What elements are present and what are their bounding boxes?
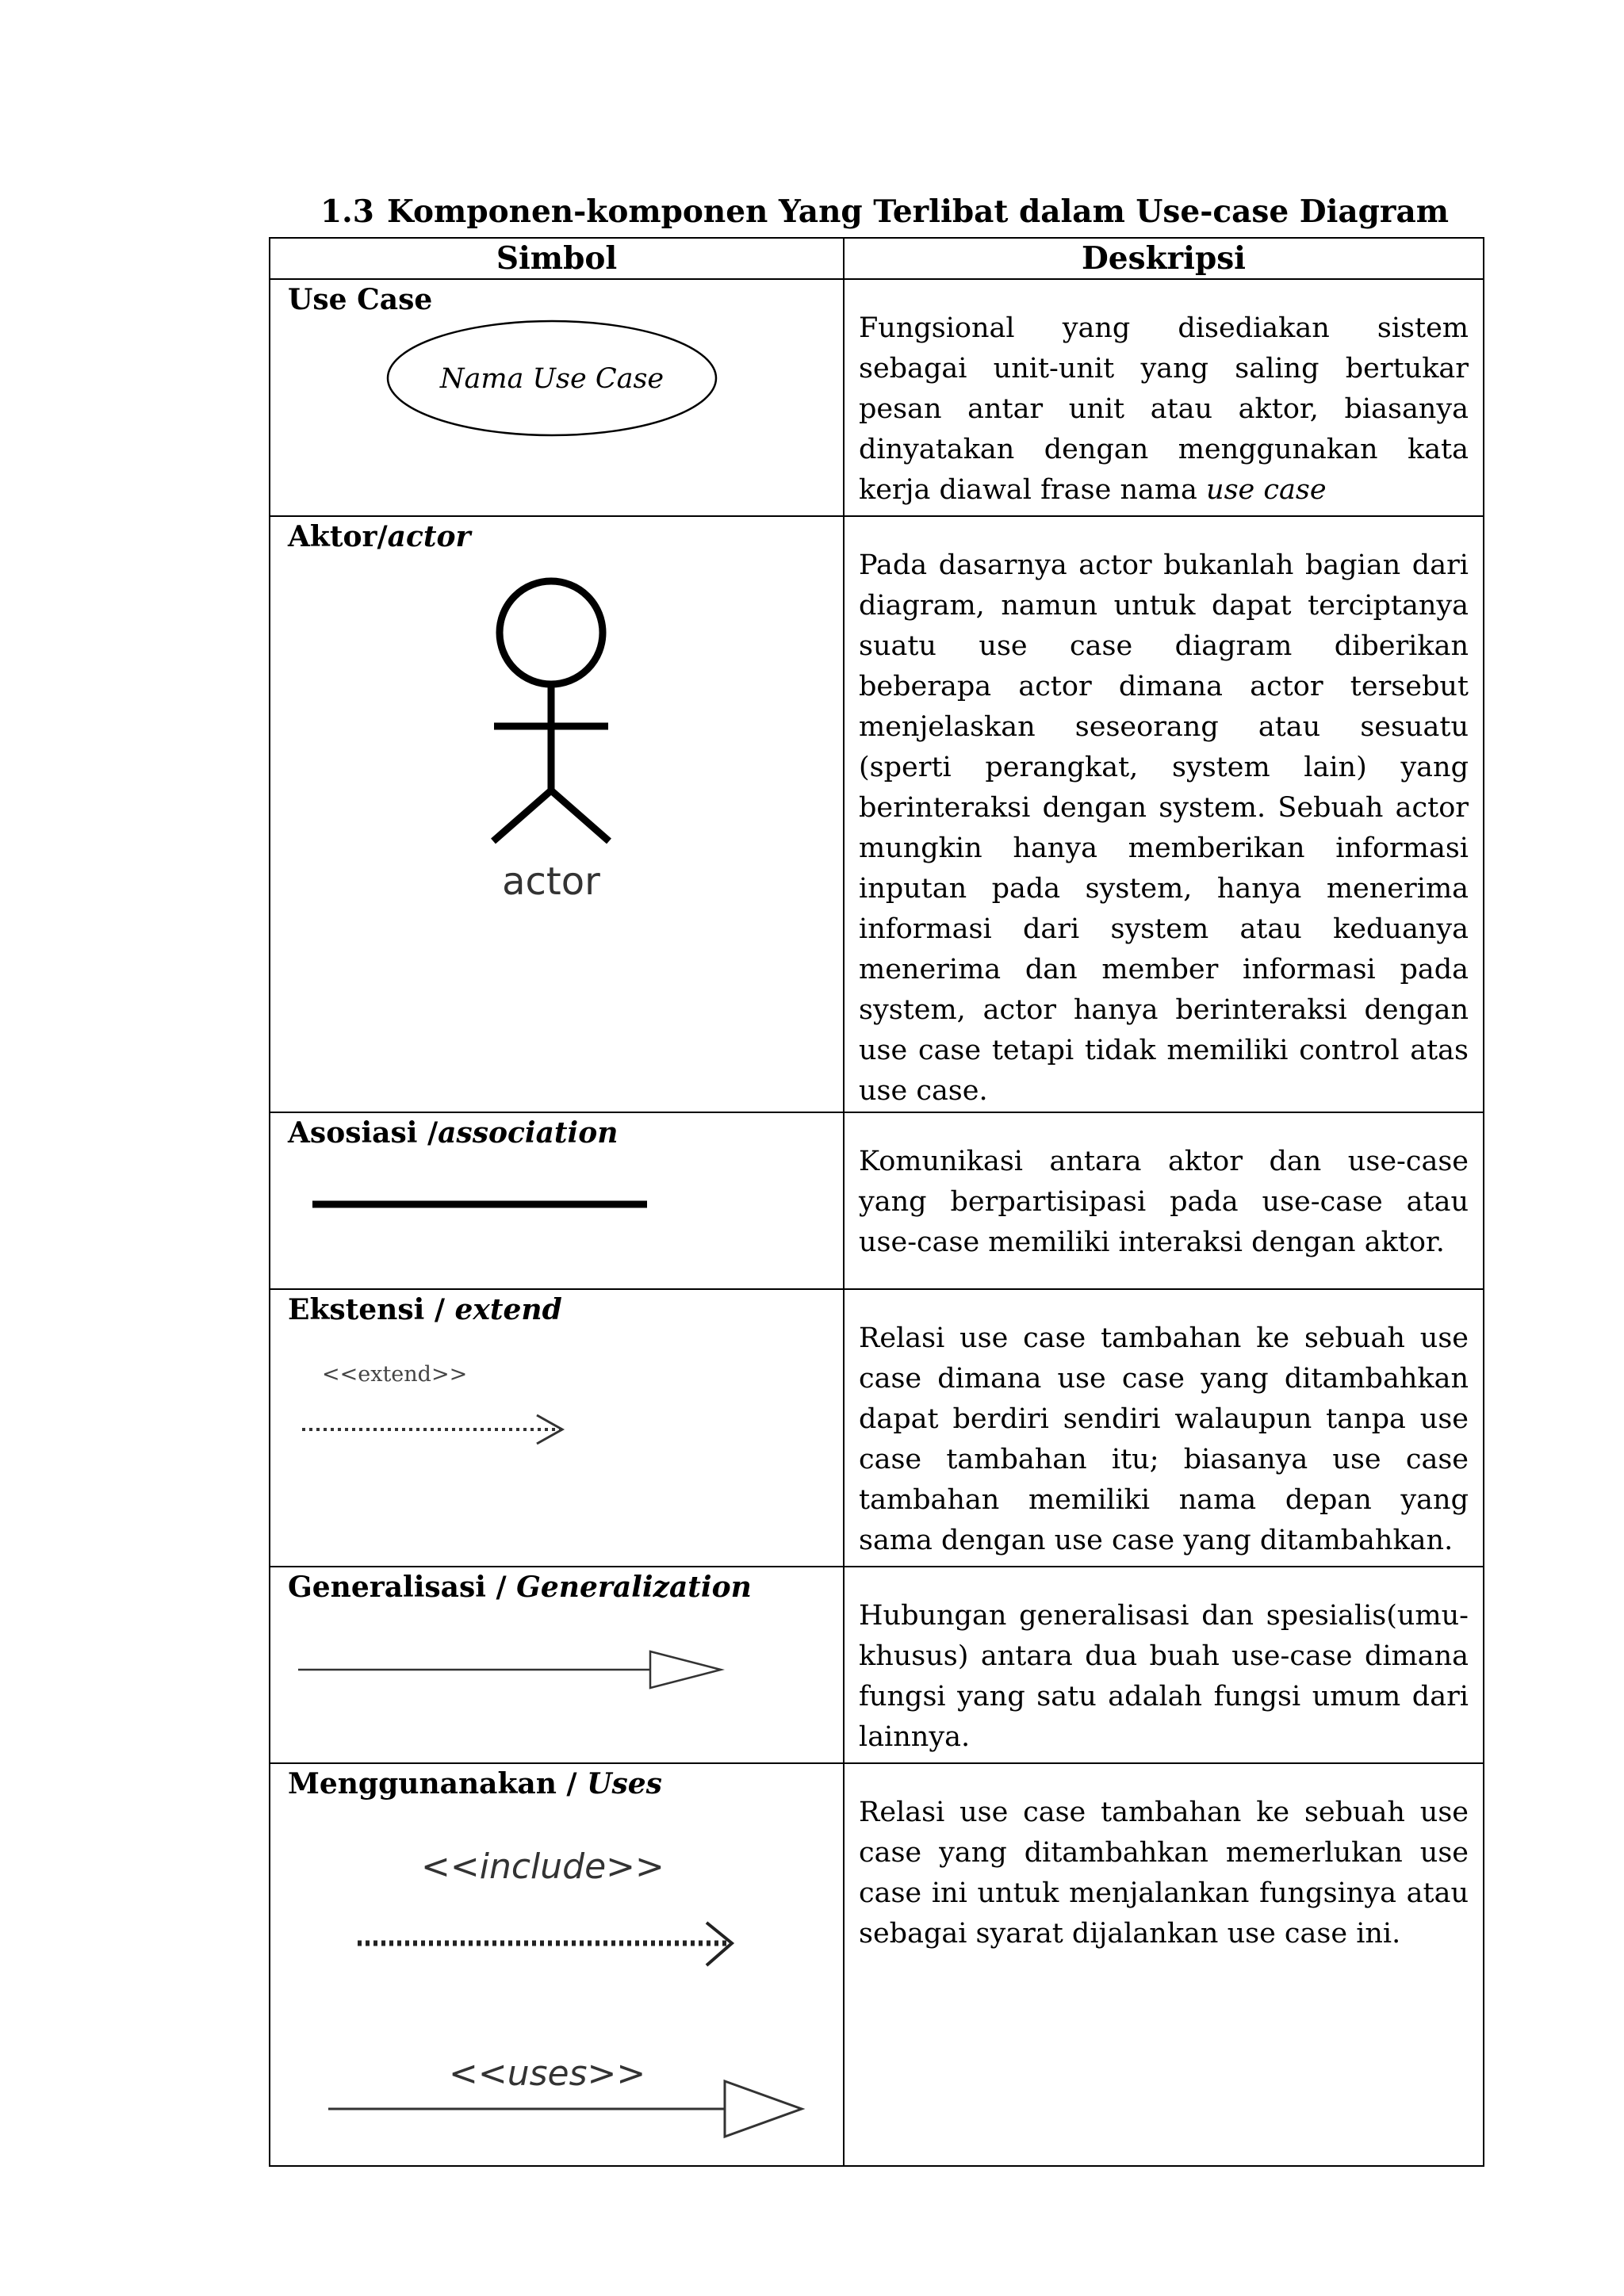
- uses-include-arrows-symbol: [270, 1764, 845, 2165]
- uses-symbol-label: <<uses>>: [449, 2053, 646, 2094]
- table-row: [270, 516, 1484, 1112]
- symbol-cell: [270, 516, 844, 1112]
- symbol-cell: [270, 1763, 844, 2166]
- symbol-cell: [270, 279, 844, 516]
- extend-symbol-label: <<extend>>: [322, 1362, 468, 1387]
- table-row: [270, 1289, 1484, 1567]
- symbol-name: Ekstensi / extend: [288, 1293, 562, 1326]
- extend-dashed-arrow-symbol: [270, 1290, 845, 1566]
- description-text: Pada dasarnya actor bukanlah bagian dari diagram, namun untuk dapat terciptanya suatu use case diagram diberikan beberapa actor dimana actor tersebut menjelaskan seseorang atau sesuatu (sperti perangkat, system lain) yang berinteraksi dengan system. Sebuah actor mungkin hanya memberikan informasi inputan pada system, hanya menerima informasi dari system atau keduanya menerima dan member informasi pada system, actor hanya berinteraksi dengan use case tetapi tidak memiliki control atas use case.: [859, 549, 1469, 1107]
- section-title: Komponen-komponen Yang Terlibat dalam Use-case Diagram: [387, 193, 1450, 230]
- symbol-name: Asosiasi /association: [288, 1116, 619, 1150]
- table-row: [270, 1567, 1484, 1763]
- table-header-row: [270, 238, 1484, 279]
- symbol-name: Aktor/actor: [288, 520, 471, 553]
- description-text: Relasi use case tambahan ke sebuah use case dimana use case yang ditambahkan dapat berdiri sendiri walaupun tanpa use case tambahan itu; biasanya use case tambahan memiliki nama depan yang sama dengan use case yang ditambahkan.: [859, 1322, 1469, 1556]
- table-row: [270, 279, 1484, 516]
- section-heading: [320, 192, 1510, 232]
- actor-stick-figure-icon: [270, 517, 845, 1035]
- description-text: Fungsional yang disediakan sistem sebagai unit-unit yang saling bertukar pesan antar unit atau aktor, biasanya dinyatakan dengan menggunakan kata kerja diawal frase nama use case: [859, 312, 1469, 506]
- description-cell: [844, 1289, 1484, 1567]
- description-text: Relasi use case tambahan ke sebuah use case yang ditambahkan memerlukan use case ini untuk menjalankan fungsinya atau sebagai syarat dijalankan use case ini.: [859, 1797, 1469, 1950]
- description-cell: [844, 1112, 1484, 1289]
- symbol-name: Use Case: [288, 283, 433, 316]
- header-symbol: Simbol: [270, 238, 844, 279]
- use-case-ellipse-symbol: [270, 280, 845, 515]
- component-table: [269, 237, 1484, 2167]
- description-cell: [844, 1763, 1484, 2166]
- description-text: Hubungan generalisasi dan spesialis(umu-khusus) antara dua buah use-case dimana fungsi yang satu adalah fungsi umum dari lainnya.: [859, 1600, 1469, 1753]
- association-line-symbol: [270, 1113, 845, 1288]
- description-text: Komunikasi antara aktor dan use-case yang berpartisipasi pada use-case atau use-case memiliki interaksi dengan aktor.: [859, 1146, 1469, 1258]
- use-case-symbol-label: Nama Use Case: [439, 363, 665, 395]
- symbol-name: Generalisasi / Generalization: [288, 1571, 752, 1604]
- include-symbol-label: <<include>>: [421, 1846, 665, 1887]
- symbol-cell: [270, 1112, 844, 1289]
- generalization-arrow-symbol: [270, 1567, 845, 1762]
- header-description: Deskripsi: [844, 238, 1484, 279]
- table-row: [270, 1763, 1484, 2166]
- description-cell: [844, 279, 1484, 516]
- actor-symbol-label: actor: [502, 859, 600, 904]
- description-cell: [844, 1567, 1484, 1763]
- section-number: 1.3: [320, 193, 374, 230]
- symbol-cell: [270, 1567, 844, 1763]
- symbol-cell: [270, 1289, 844, 1567]
- table-row: [270, 1112, 1484, 1289]
- description-cell: [844, 516, 1484, 1112]
- symbol-name: Menggunanakan / Uses: [288, 1767, 662, 1800]
